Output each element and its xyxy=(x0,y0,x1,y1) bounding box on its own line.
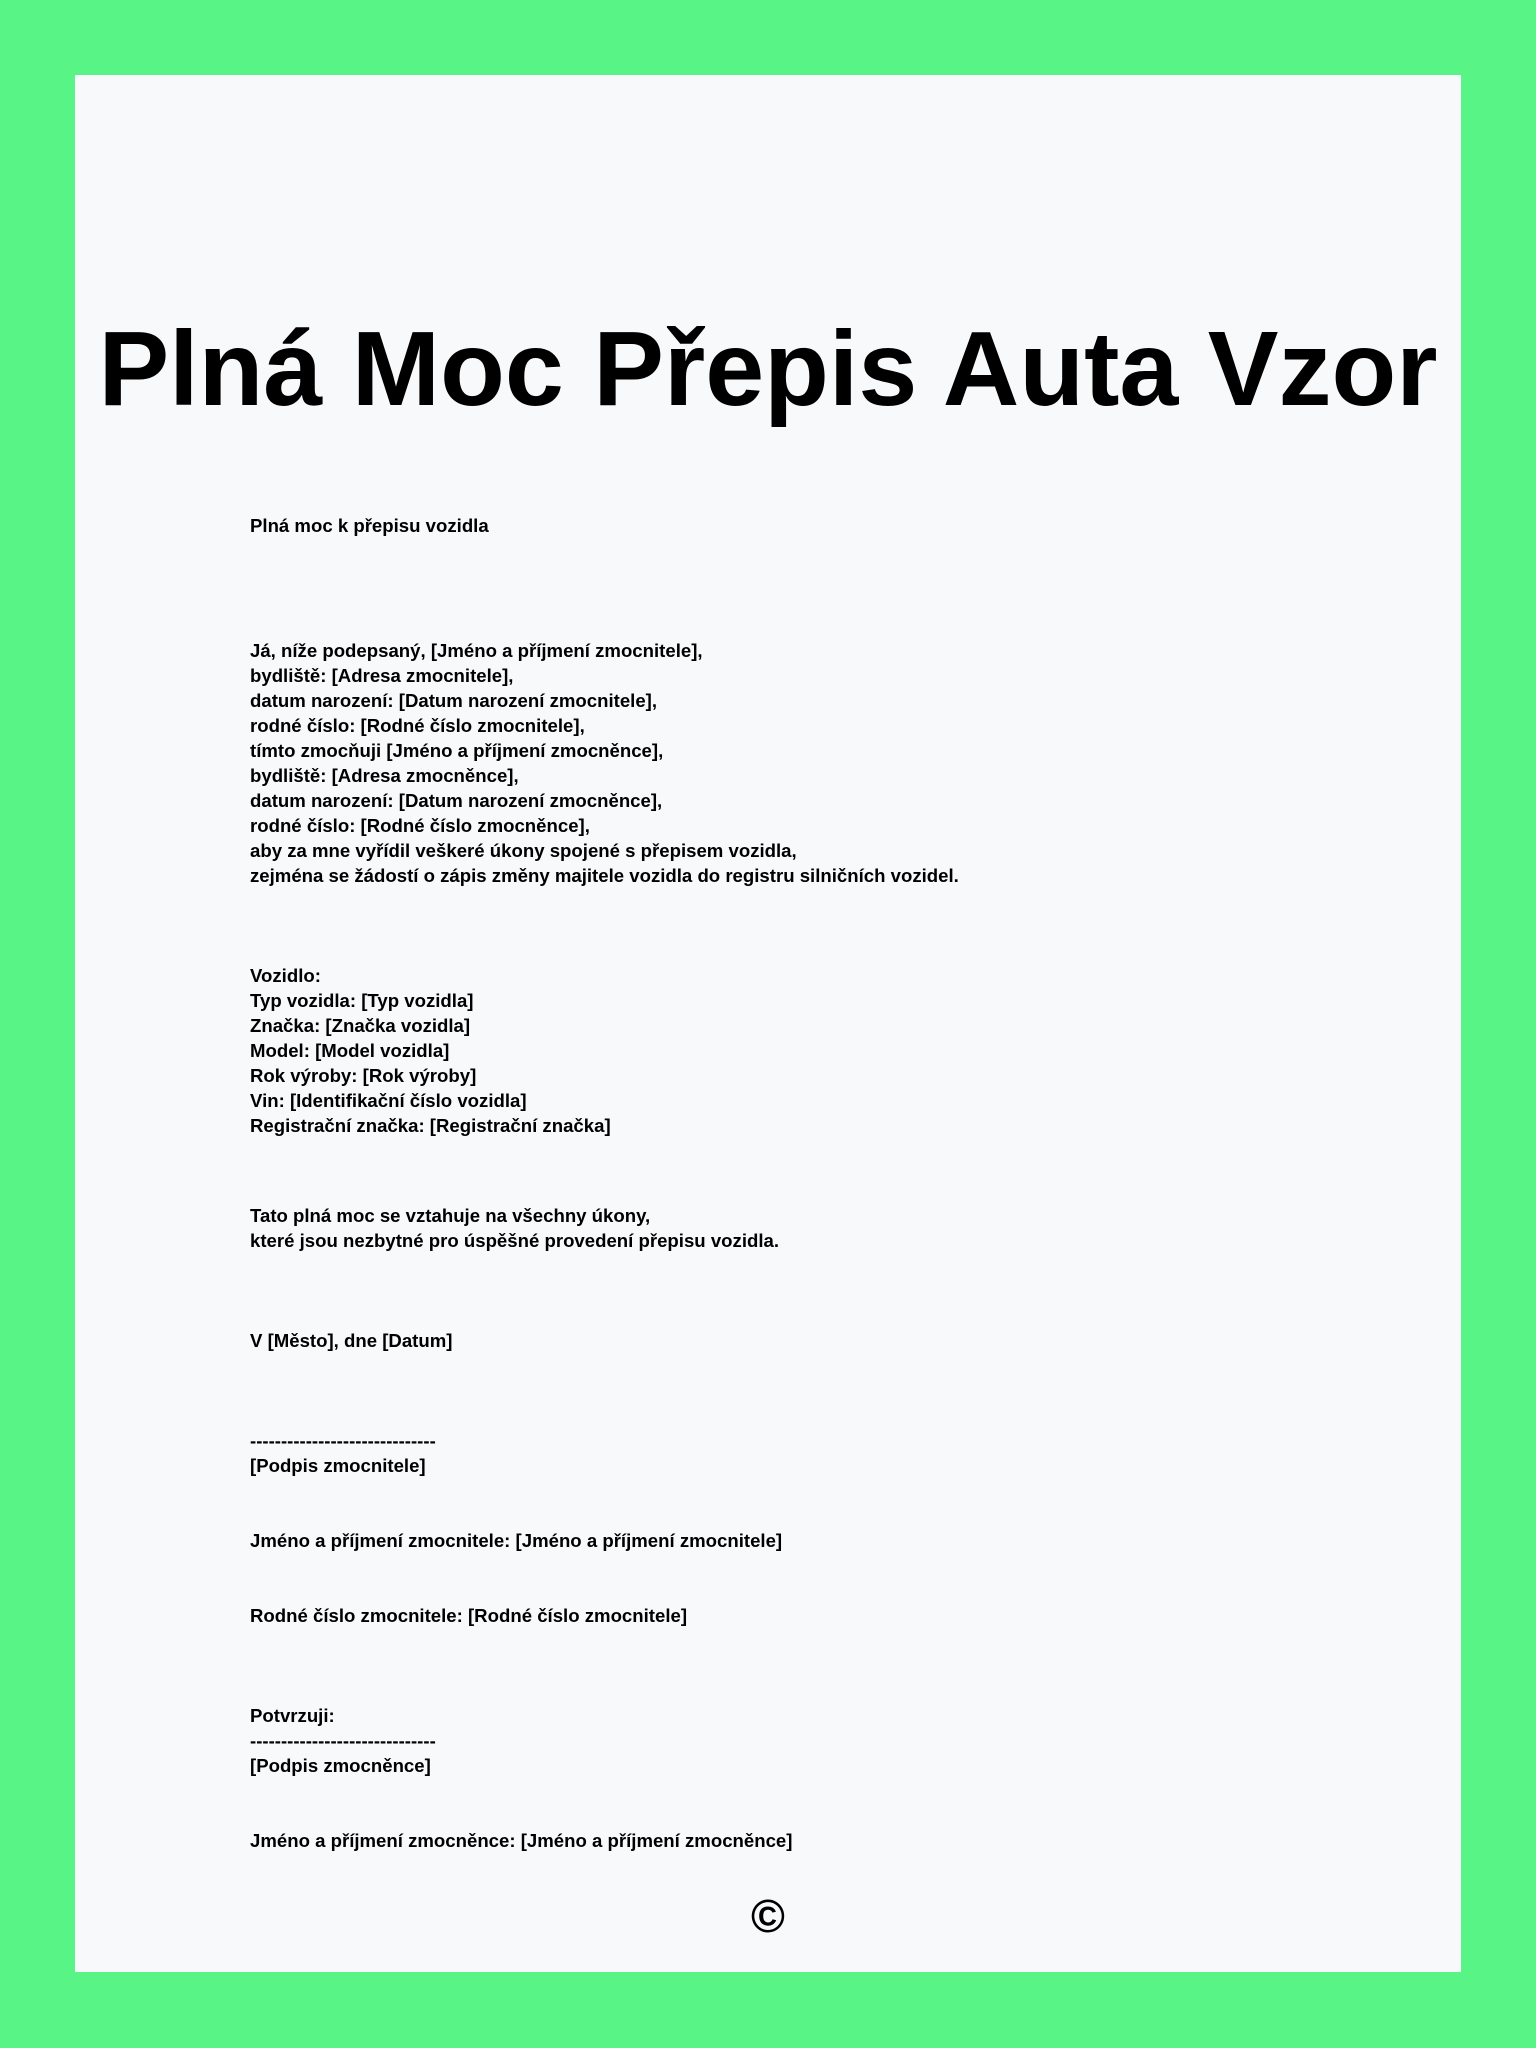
declaration-line: datum narození: [Datum narození zmocněnce], xyxy=(250,790,663,811)
declaration-line: rodné číslo: [Rodné číslo zmocnitele], xyxy=(250,715,585,736)
spacer xyxy=(250,1138,1350,1203)
signature-line: ------------------------------ xyxy=(250,1430,436,1451)
vehicle-line: Typ vozidla: [Typ vozidla] xyxy=(250,990,474,1011)
declaration-line: bydliště: [Adresa zmocnitele], xyxy=(250,665,514,686)
spacer xyxy=(250,888,1350,963)
spacer xyxy=(250,1478,1350,1528)
scope-line: které jsou nezbytné pro úspěšné provedení přepisu vozidla. xyxy=(250,1230,780,1251)
vehicle-line: Vin: [Identifikační číslo vozidla] xyxy=(250,1090,527,1111)
principal-signature: [Podpis zmocnitele] xyxy=(250,1455,426,1476)
spacer xyxy=(250,1778,1350,1828)
spacer xyxy=(250,1553,1350,1603)
vehicle-line: Vozidlo: xyxy=(250,965,321,986)
place-date: V [Město], dne [Datum] xyxy=(250,1330,453,1351)
document-page xyxy=(75,75,1461,1972)
agent-name: Jméno a příjmení zmocněnce: [Jméno a příjmení zmocněnce] xyxy=(250,1830,793,1851)
vehicle-line: Značka: [Značka vozidla] xyxy=(250,1015,471,1036)
principal-id: Rodné číslo zmocnitele: [Rodné číslo zmocnitele] xyxy=(250,1605,688,1626)
vehicle-line: Model: [Model vozidla] xyxy=(250,1040,450,1061)
declaration-line: rodné číslo: [Rodné číslo zmocněnce], xyxy=(250,815,590,836)
copyright-icon: © xyxy=(751,1890,785,1942)
declaration-line: aby za mne vyřídil veškeré úkony spojené s přepisem vozidla, xyxy=(250,840,797,861)
confirm-label: Potvrzuji: xyxy=(250,1705,335,1726)
document-heading: Plná moc k přepisu vozidla xyxy=(250,515,489,536)
spacer xyxy=(250,1353,1350,1428)
declaration-line: bydliště: [Adresa zmocněnce], xyxy=(250,765,519,786)
spacer xyxy=(250,1628,1350,1703)
vehicle-line: Registrační značka: [Registrační značka] xyxy=(250,1115,611,1136)
declaration-line: zejména se žádostí o zápis změny majitele vozidla do registru silničních vozidel. xyxy=(250,865,959,886)
scope-line: Tato plná moc se vztahuje na všechny úkony, xyxy=(250,1205,651,1226)
agent-signature-line: ------------------------------ xyxy=(250,1730,436,1751)
principal-name: Jméno a příjmení zmocnitele: [Jméno a příjmení zmocnitele] xyxy=(250,1530,783,1551)
vehicle-line: Rok výroby: [Rok výroby] xyxy=(250,1065,477,1086)
agent-signature: [Podpis zmocněnce] xyxy=(250,1755,431,1776)
declaration-line: datum narození: [Datum narození zmocnitele], xyxy=(250,690,658,711)
page-title: Plná Moc Přepis Auta Vzor xyxy=(98,310,1438,428)
spacer xyxy=(250,538,1350,638)
document-body xyxy=(250,513,1350,1853)
declaration-line: Já, níže podepsaný, [Jméno a příjmení zmocnitele], xyxy=(250,640,703,661)
spacer xyxy=(250,1253,1350,1328)
declaration-line: tímto zmocňuji [Jméno a příjmení zmocněnce], xyxy=(250,740,664,761)
